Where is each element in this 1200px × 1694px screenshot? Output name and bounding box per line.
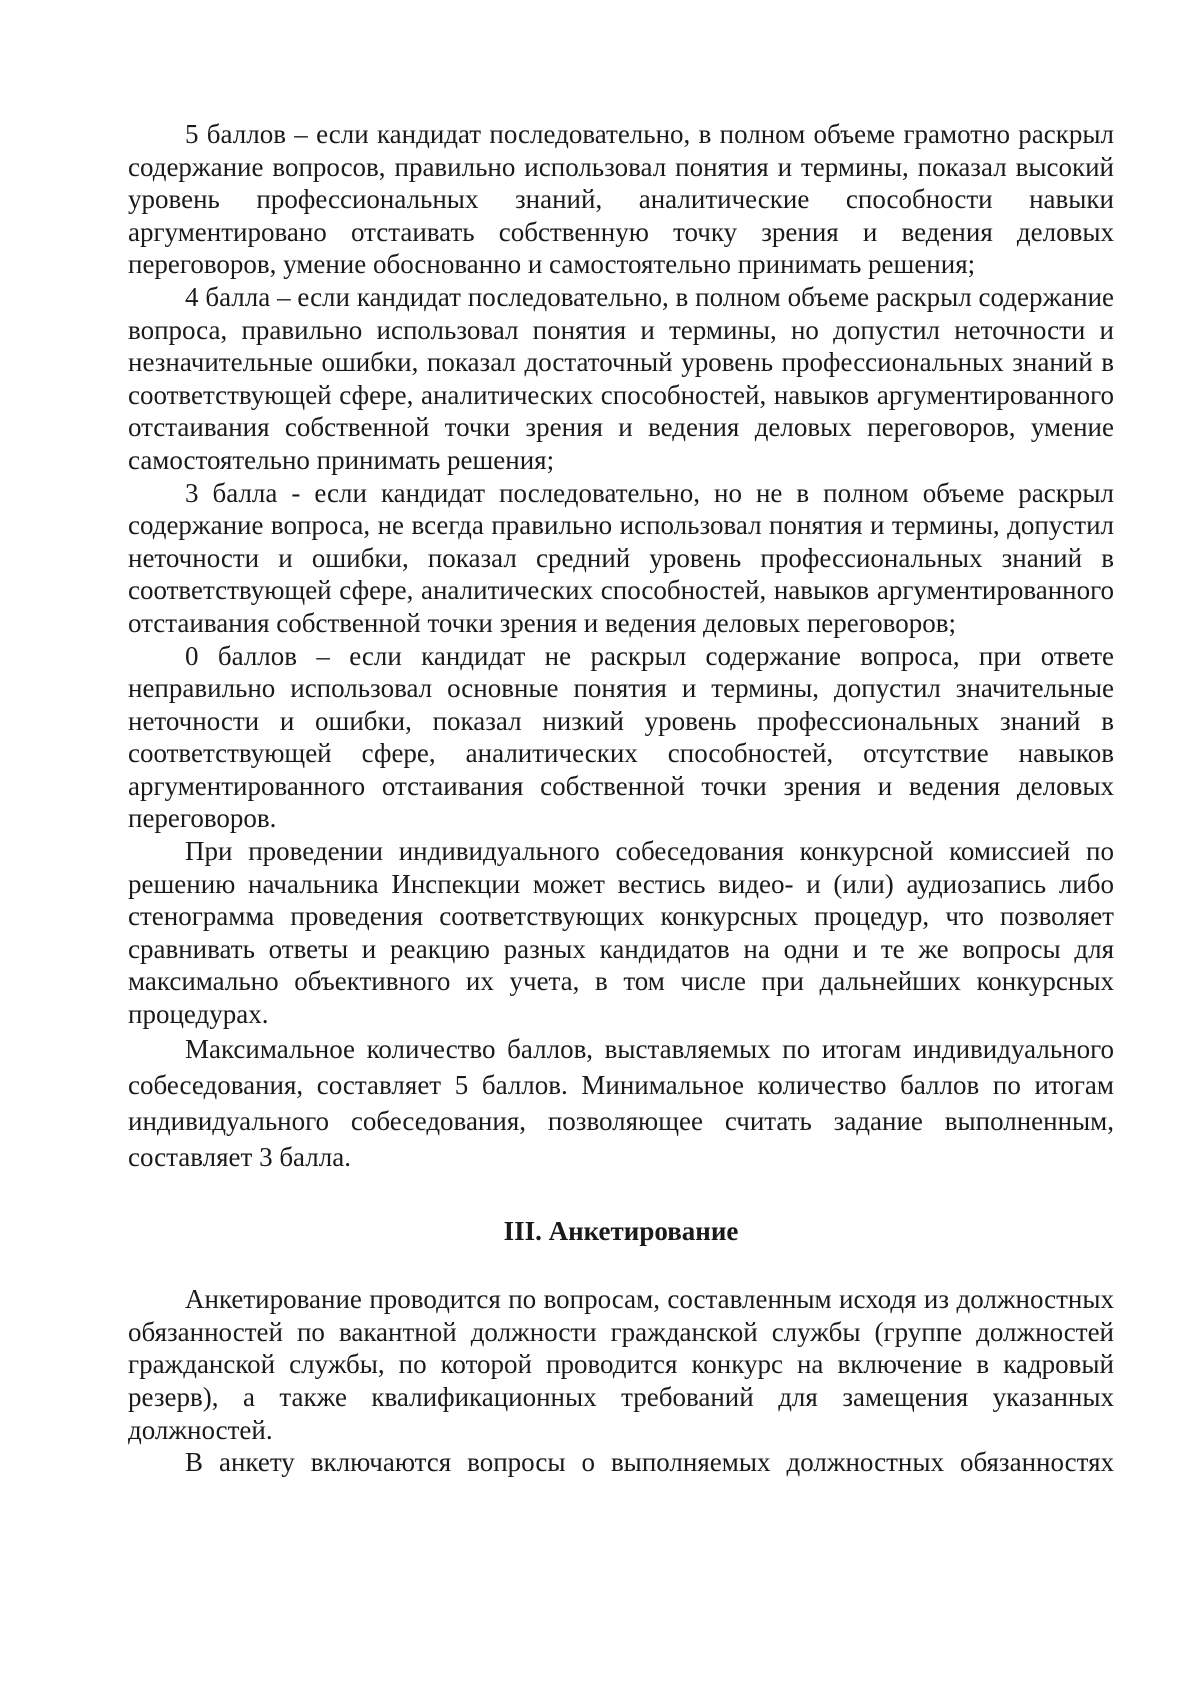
- paragraph-questionnaire-content: В анкету включаются вопросы о выполняемых должностных обязанностях: [185, 1447, 1114, 1478]
- paragraph-max-score: Максимальное количество баллов, выставляемых по итогам индивидуального собеседования, составляет 5 баллов. Минимальное количество баллов по итогам индивидуального собеседования, позволяющее считать задание выполненным, составляет 3 балла.: [128, 1033, 1114, 1172]
- paragraph-questionnaire: Анкетирование проводится по вопросам, составленным исходя из должностных обязанностей по вакантной должности гражданской службы (группе должностей гражданской службы, по которой проводится конкурс на включение в кадровый резерв), а также квалификационных требований для замещения указанных должностей.: [128, 1284, 1114, 1445]
- paragraph-score-3: 3 балла - если кандидат последовательно, но не в полном объеме раскрыл содержание вопроса, не всегда правильно использовал понятия и термины, допустил неточности и ошибки, показал средний уровень профессиональных знаний в соответствующей сфере, аналитических способностей, навыков аргументированного отстаивания собственной точки зрения и ведения деловых переговоров;: [128, 477, 1114, 638]
- paragraph-recording: При проведении индивидуального собеседования конкурсной комиссией по решению начальника Инспекции может вестись видео- и (или) аудиозапись либо стенограмма проведения соответствующих конкурсных процедур, что позволяет сравнивать ответы и реакцию разных кандидатов на одни и те же вопросы для максимально объективного их учета, в том числе при дальнейших конкурсных процедурах.: [128, 836, 1114, 1030]
- paragraph-score-5: 5 баллов – если кандидат последовательно, в полном объеме грамотно раскрыл содержание вопросов, правильно использовал понятия и термины, показал высокий уровень профессиональных знаний, аналитические способности навыки аргументировано отстаивать собственную точку зрения и ведения деловых переговоров, умение обоснованно и самостоятельно принимать решения;: [128, 119, 1114, 280]
- paragraph-score-0: 0 баллов – если кандидат не раскрыл содержание вопроса, при ответе неправильно использовал основные понятия и термины, допустил значительные неточности и ошибки, показал низкий уровень профессиональных знаний в соответствующей сфере, аналитических способностей, отсутствие навыков аргументированного отстаивания собственной точки зрения и ведения деловых переговоров.: [128, 640, 1114, 834]
- document-page: [128, 118, 1114, 1479]
- section-heading: III. Анкетирование: [503, 1215, 739, 1246]
- paragraph-score-4: 4 балла – если кандидат последовательно, в полном объеме раскрыл содержание вопроса, правильно использовал понятия и термины, но допустил неточности и незначительные ошибки, показал достаточный уровень профессиональных знаний в соответствующей сфере, аналитических способностей, навыков аргументированного отстаивания собственной точки зрения и ведения деловых переговоров, умение самостоятельно принимать решения;: [128, 281, 1114, 475]
